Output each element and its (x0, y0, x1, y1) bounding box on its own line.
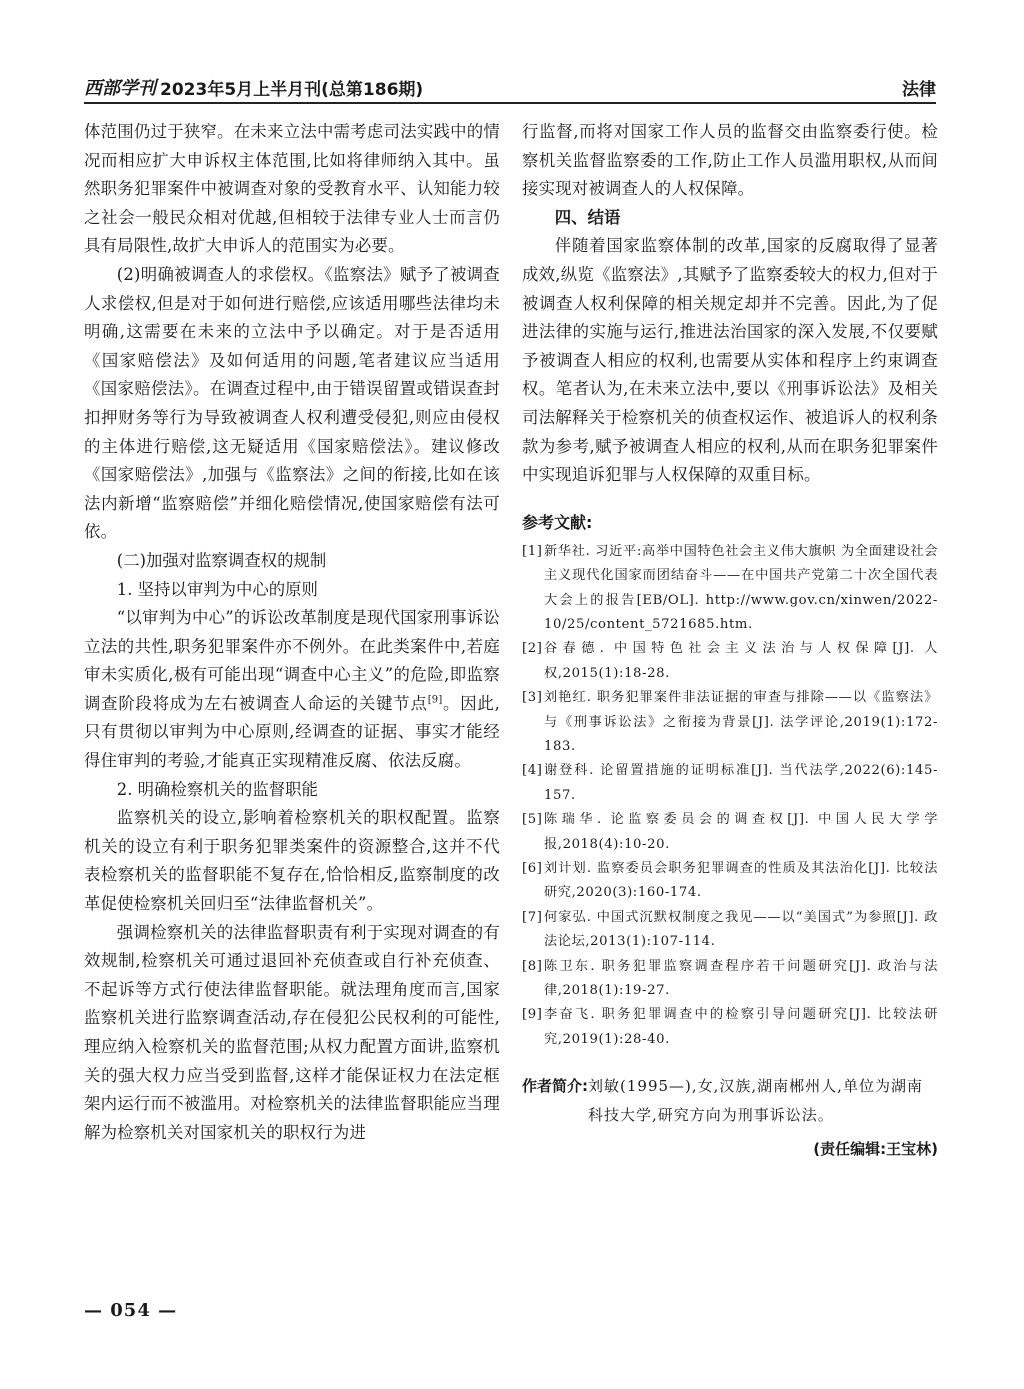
paragraph: 伴随着国家监察体制的改革,国家的反腐取得了显著成效,纵览《监察法》,其赋予了监察委较大的权力,但对于被调查人权利保障的相关规定却并不完善。因此,为了促进法律的实施与运行,推进法治国家的深入发展,不仅要赋予被调查人相应的权利,也需要从实体和程序上约束调查权。笔者认为,在未来立法中,要以《刑事诉讼法》及相关司法解释关于检察机关的侦查权运作、被追诉人的权利条款为参考,赋予被调查人相应的权利,从而在职务犯罪案件中实现追诉犯罪与人权保障的双重目标。 (522, 236, 938, 485)
paragraph (84, 604, 500, 776)
reference-item (522, 808, 938, 857)
reference-number: [8] (522, 958, 543, 974)
subsection-heading: 2. 明确检察机关的监督职能 (116, 779, 318, 799)
journal-logo: 西部学刊 (84, 78, 156, 99)
journal-issue: 2023年5月上半月刊(总第186期) (160, 79, 424, 100)
subsection-heading: 1. 坚持以审判为中心的原则 (116, 579, 318, 599)
reference-item (522, 857, 938, 906)
reference-text: 新华社. 习近平:高举中国特色社会主义伟大旗帜 为全面建设社会主义现代化国家而团结奋斗——在中国共产党第二十次全国代表大会上的报告[EB/OL]. http://www.gov.cn/xinwen/2022-10/25/content_5721685.htm. (544, 543, 938, 632)
reference-number: [7] (522, 909, 543, 925)
reference-text: 李奋飞. 职务犯罪调查中的检察引导问题研究[J]. 比较法研究,2019(1):28-40. (544, 1007, 938, 1047)
reference-text: 陈卫东. 职务犯罪监察调查程序若干问题研究[J]. 政治与法律,2018(1):19-27. (544, 958, 938, 999)
paragraph: 强调检察机关的法律监督职责有利于实现对调查的有效规制,检察机关可通过退回补充侦查或自行补充侦查、不起诉等方式行使法律监督职能。就法理角度而言,国家监察机关进行监察调查活动,存在侵犯公民权利的可能性,理应纳入检察机关的监督范围;从权力配置方面讲,监察机关的强大权力应当受到监督,这样才能保证权力在法定框架内运行而不被滥用。对检察机关的法律监督职能应当理解为检察机关对国家机关的职权行为进 (84, 922, 500, 1142)
paragraph: (2)明确被调查人的求偿权。《监察法》赋予了被调查人求偿权,但是对于如何进行赔偿,应该适用哪些法律均未明确,这需要在未来的立法中予以确定。对于是否适用《国家赔偿法》及如何适用的问题,笔者建议应当适用《国家赔偿法》。在调查过程中,由于错误留置或错误查封扣押财务等行为导致被调查人权利遭受侵犯,则应由侵权的主体进行赔偿,这无疑适用《国家赔偿法》。建议修改《国家赔偿法》,加强与《监察法》之间的衔接,比如在该法内新增“监察赔偿”并细化赔偿情况,使国家赔偿有法可依。 (84, 264, 500, 542)
paragraph: 行监督,而将对国家工作人员的监督交由监察委行使。检察机关监督监察委的工作,防止工作人员滥用职权,从而间接实现对被调查人的人权保障。 (522, 122, 938, 199)
author-bio-label: 作者简介: (522, 1077, 588, 1096)
page-number: — 054 — (84, 1300, 178, 1321)
subsection-heading: (二)加强对监察调查权的规制 (116, 550, 327, 570)
reference-text: 何家弘. 中国式沉默权制度之我见——以“美国式”为参照[J]. 政法论坛,2013(1):107-114. (544, 909, 938, 950)
reference-number: [6] (522, 861, 543, 876)
paragraph-text: “以审判为中心”的诉讼改革制度是现代国家刑事诉讼立法的共性,职务犯罪案件亦不例外。在此类案件中,若庭审未实质化,极有可能出现“调查中心主义”的危险,即监察调查阶段将成为左右被调查人命运的关键节点 (84, 608, 500, 713)
reference-number: [3] (522, 690, 543, 706)
references-title: 参考文献: (522, 512, 593, 532)
reference-item (522, 759, 938, 808)
reference-item (522, 540, 938, 638)
running-header (84, 72, 936, 104)
author-bio (522, 1072, 938, 1130)
reference-item (522, 1003, 938, 1052)
left-column (84, 118, 500, 1147)
references-list (522, 540, 938, 1053)
author-bio-text: 刘敏(1995—),女,汉族,湖南郴州人,单位为湖南科技大学,研究方向为刑事诉讼法。 (588, 1077, 923, 1125)
reference-text: 谷春德. 中国特色社会主义法治与人权保障[J]. 人权,2015(1):18-28. (544, 641, 938, 681)
paragraph: 监察机关的设立,影响着检察机关的职权配置。监察机关的设立有利于职务犯罪类案件的资源整合,这并不代表检察机关的监督职能不复存在,恰恰相反,监察制度的改革促使检察机关回归至“法律监督机关”。 (84, 808, 500, 914)
paragraph-text: 。因此,只有贯彻以审判为中心原则,经调查的证据、事实才能经得住审判的考验,才能真正实现精准反腐、依法反腐。 (84, 693, 501, 771)
reference-number: [1] (522, 543, 543, 559)
right-column (522, 118, 938, 1159)
responsible-editor: (责任编辑:王宝林) (813, 1140, 938, 1159)
reference-text: 刘计划. 监察委员会职务犯罪调查的性质及其法治化[J]. 比较法研究,2020(3):160-174. (544, 861, 938, 901)
reference-number: [5] (522, 812, 543, 828)
section-label: 法律 (902, 79, 936, 100)
reference-item (522, 906, 938, 955)
reference-text: 谢登科. 论留置措施的证明标准[J]. 当代法学,2022(6):145-157. (544, 763, 938, 803)
citation-mark: [9] (427, 694, 443, 706)
journal-info (84, 74, 423, 100)
reference-number: [4] (522, 763, 543, 779)
reference-text: 刘艳红. 职务犯罪案件非法证据的审查与排除——以《监察法》与《刑事诉讼法》之衔接为背景[J]. 法学评论,2019(1):172-183. (544, 690, 938, 754)
reference-number: [9] (522, 1007, 543, 1023)
reference-text: 陈瑞华. 论监察委员会的调查权[J]. 中国人民大学学报,2018(4):10-20. (544, 812, 938, 852)
paragraph: 体范围仍过于狭窄。在未来立法中需考虑司法实践中的情况而相应扩大申诉权主体范围,比如将律师纳入其中。虽然职务犯罪案件中被调查对象的受教育水平、认知能力较之社会一般民众相对优越,但相较于法律专业人士而言仍具有局限性,故扩大申诉人的范围实为必要。 (84, 122, 500, 256)
reference-item (522, 955, 938, 1004)
reference-item (522, 637, 938, 686)
reference-number: [2] (522, 641, 543, 657)
section-heading: 四、结语 (554, 207, 621, 227)
reference-item (522, 686, 938, 759)
